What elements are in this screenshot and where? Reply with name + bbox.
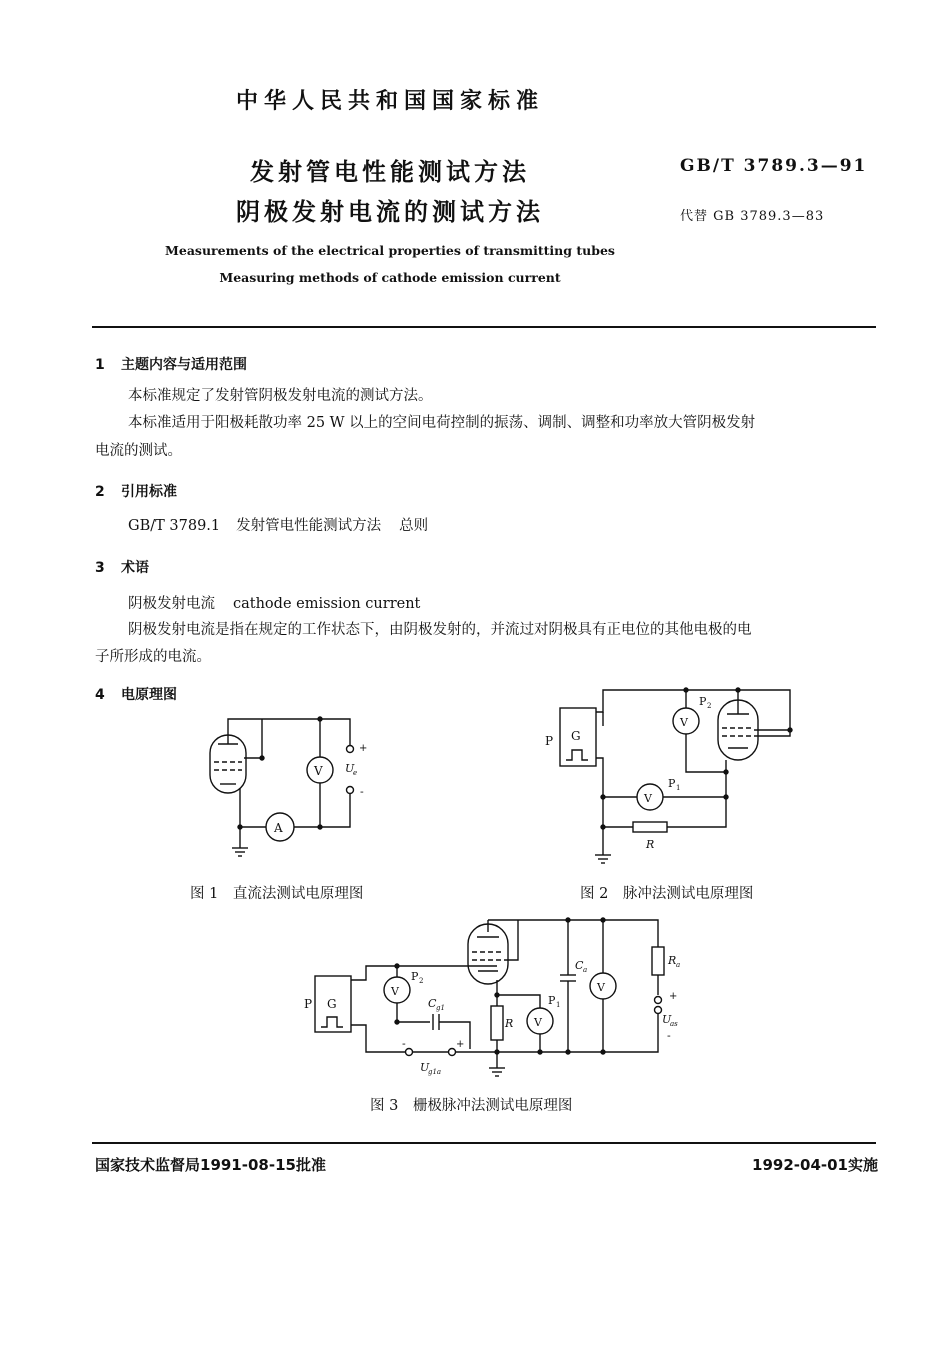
voltmeter-2-label: V (680, 716, 688, 729)
r-label: R (505, 1017, 514, 1030)
voltmeter-1-label: V (534, 1016, 542, 1029)
ra-subscript: a (676, 961, 681, 969)
section-1-heading (95, 354, 247, 374)
ca-label: C (575, 959, 584, 972)
p1-subscript: 1 (556, 1001, 561, 1009)
title-line-1: 发射管电性能测试方法 (250, 158, 530, 186)
uas-label: U (662, 1013, 672, 1026)
section-number: 4 (95, 687, 105, 703)
english-title-2: Measuring methods of cathode emission current (219, 270, 561, 285)
term-english: cathode emission current (233, 596, 421, 612)
header-rule (92, 326, 876, 328)
section-2-heading (95, 481, 177, 501)
section-title: 术语 (121, 560, 149, 576)
g-label: G (327, 997, 337, 1011)
p2-subscript: 2 (419, 977, 424, 985)
voltage-subscript: e (353, 769, 358, 777)
pulse-icon (321, 1017, 343, 1027)
section-number: 1 (95, 357, 105, 373)
p-label: P (545, 734, 554, 748)
s3-definition-b: 子所形成的电流。 (95, 649, 211, 665)
minus-sign: - (360, 785, 364, 798)
p2-subscript: 2 (707, 702, 712, 710)
english-title-1: Measurements of the electrical properties of transmitting tubes (165, 243, 615, 258)
section-4-heading (95, 684, 177, 704)
ammeter-label: A (274, 821, 283, 835)
plus-sign-g1: + (456, 1039, 465, 1050)
s2-reference (128, 514, 428, 538)
ug1a-label: U (420, 1061, 430, 1074)
g-label: G (571, 729, 581, 743)
tube-icon (210, 724, 246, 793)
minus-sign: - (667, 1029, 671, 1042)
figure-3-caption: 图 3 栅极脉冲法测试电原理图 (370, 1098, 573, 1114)
figure-3-circuit (300, 912, 710, 1087)
plus-sign: + (669, 991, 678, 1002)
s1-paragraph-2a: 本标准适用于阳极耗散功率 25 W 以上的空间电荷控制的振荡、调制、调整和功率放大管阴极发射 (128, 415, 756, 431)
voltmeter-2-label: V (391, 985, 399, 998)
reference-title: 发射管电性能测试方法 (236, 518, 382, 534)
title-line-2: 阴极发射电流的测试方法 (236, 198, 544, 226)
reference-subtitle: 总则 (399, 518, 429, 534)
s3-definition-a: 阴极发射电流是指在规定的工作状态下，由阴极发射的，并流过对阴极具有正电位的其他电极的电 (128, 622, 752, 638)
section-title: 电原理图 (121, 687, 177, 703)
ra-label: R (668, 954, 677, 967)
s1-paragraph-1: 本标准规定了发射管阴极发射电流的测试方法。 (128, 388, 433, 404)
figure-2-caption: 图 2 脉冲法测试电原理图 (580, 886, 754, 902)
uas-subscript: as (670, 1020, 678, 1028)
pulse-icon (566, 750, 588, 760)
voltmeter-1-label: V (644, 792, 652, 805)
figure-1-caption: 图 1 直流法测试电原理图 (190, 886, 364, 902)
term-chinese: 阴极发射电流 (128, 596, 215, 612)
figure-2-circuit (540, 680, 800, 870)
plus-sign: + (359, 743, 368, 754)
cg1-label: C (428, 997, 437, 1010)
p2-label: P (411, 970, 419, 983)
ca-subscript: a (583, 966, 588, 974)
effective-date: 1992-04-01实施 (752, 1156, 878, 1174)
section-number: 3 (95, 560, 105, 576)
footer-rule (92, 1142, 876, 1144)
reference-code: GB/T 3789.1 (128, 518, 221, 534)
cg1-subscript: g1 (436, 1004, 445, 1012)
minus-sign-g1: - (402, 1037, 406, 1050)
p-label: P (304, 997, 313, 1011)
voltmeter-a-label: V (597, 981, 605, 994)
s3-term (128, 592, 420, 616)
tube-icon (718, 690, 758, 760)
national-standard-heading: 中华人民共和国国家标准 (235, 89, 544, 114)
voltmeter-label: V (314, 764, 323, 778)
ug1a-subscript: g1a (428, 1068, 442, 1076)
section-title: 主题内容与适用范围 (121, 357, 247, 373)
section-3-heading (95, 557, 149, 577)
section-number: 2 (95, 484, 105, 500)
p1-label: P (548, 994, 556, 1007)
p2-label: P (699, 695, 707, 708)
p1-label: P (668, 777, 676, 790)
resistor-label: R (646, 838, 655, 851)
voltage-label: U (345, 762, 355, 775)
tube-icon (468, 920, 508, 984)
s1-paragraph-2b: 电流的测试。 (95, 443, 182, 459)
p1-subscript: 1 (676, 784, 681, 792)
replaces-standard: 代替 GB 3789.3—83 (680, 209, 825, 224)
figure-1-circuit (180, 700, 400, 870)
approval-date: 国家技术监督局1991-08-15批准 (95, 1156, 326, 1174)
section-title: 引用标准 (121, 484, 177, 500)
standard-code: GB/T 3789.3—91 (680, 156, 868, 176)
